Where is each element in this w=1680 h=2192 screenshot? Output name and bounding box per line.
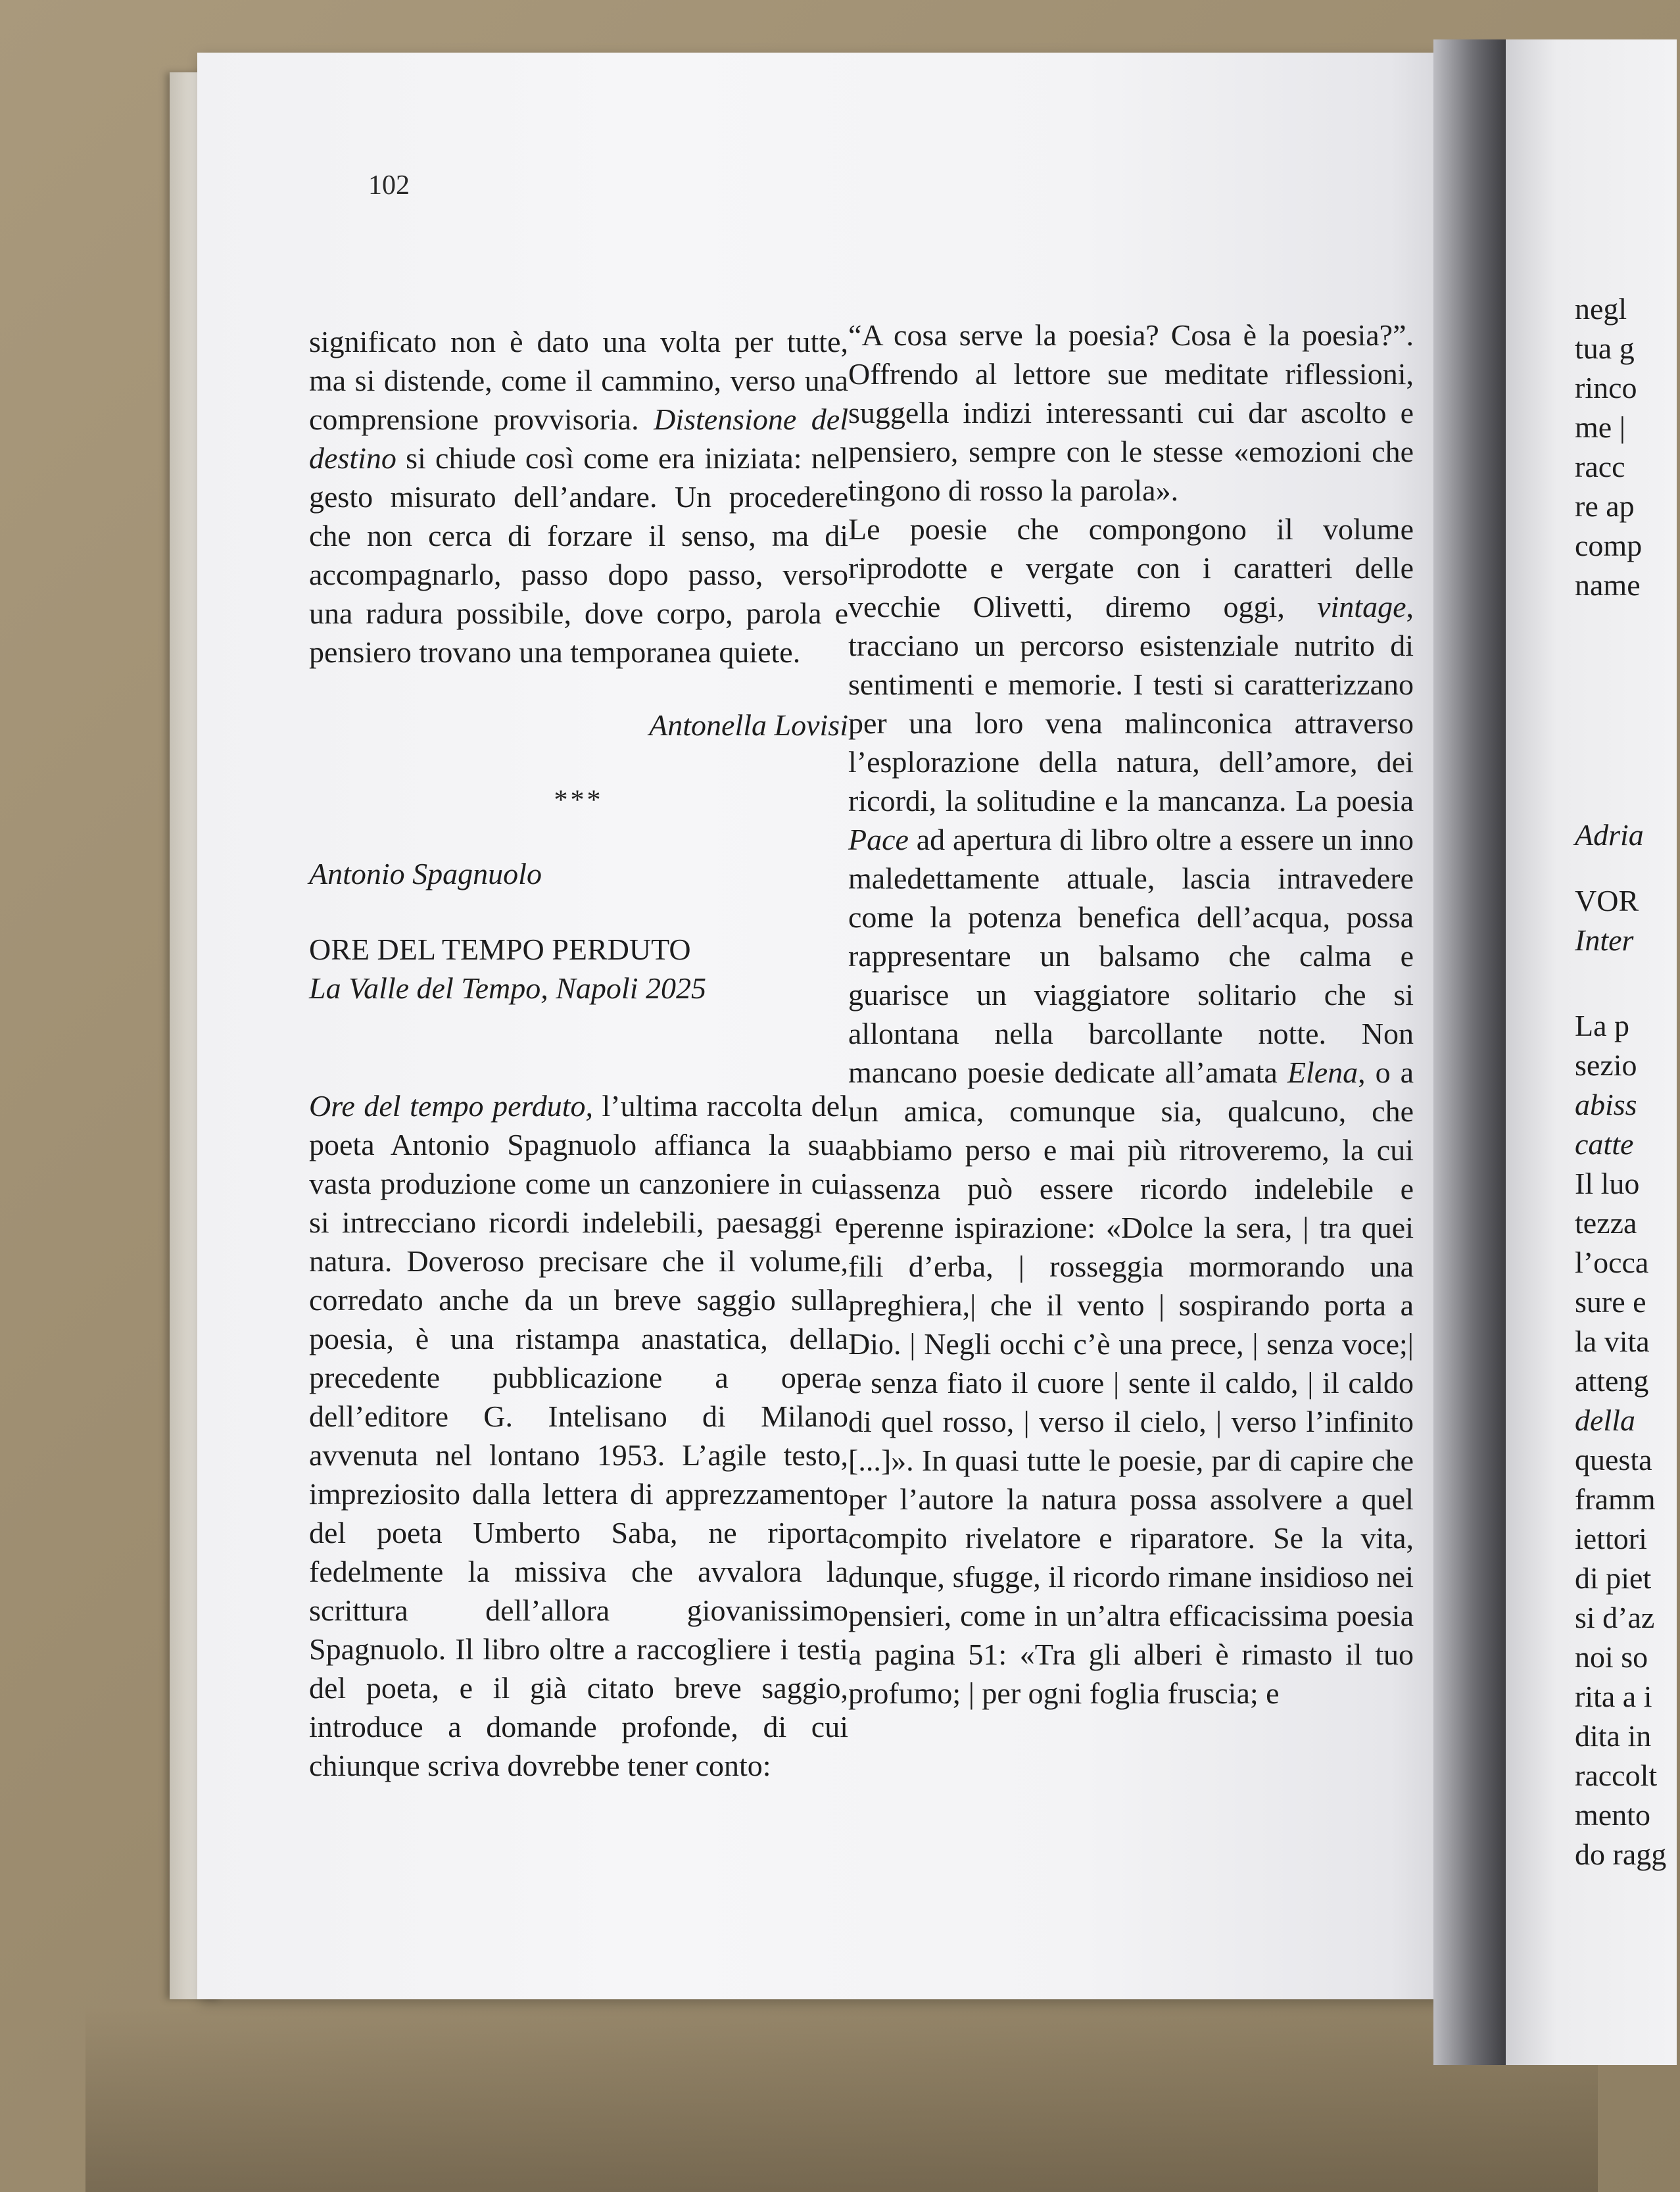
frag-line: me | bbox=[1575, 410, 1625, 444]
frag-line: VOR bbox=[1575, 884, 1639, 917]
p2-italic-pace: Pace bbox=[848, 823, 909, 856]
frag-line: framm bbox=[1575, 1482, 1656, 1516]
p2-end: , o a un amica, comunque sia, qualcuno, che abbiamo perso e mai più ritroveremo, la cui assenza può essere ricordo indelebile e perenne ispirazione: «Dolce la sera, | tra quei fili d’erba, | rosseggia mormorando una preghiera,| che il vento | sospirando porta a Dio. | Negli occhi c’è una prece, | senza voce;| e senza fiato il cuore | sente il caldo, | il caldo di quel rosso, | verso il cielo, | verso l’infinito [...]». In quasi tutte le poesie, par di capire che per l’autore la natura possa assolvere a quel compito rivelatore e riparatore. Se la vita, dunque, sfugge, il ricordo rimane insidioso nei pensieri, come in un’altra efficacissima poesia a pagina 51: «Tra gli alberi è rimasto il tuo profumo; | per ogni foglia fruscia; e bbox=[848, 1056, 1414, 1710]
p2-mid: , tracciano un percorso esistenziale nutrito di sentimenti e memorie. I testi si caratterizzano per una loro vena malinconica attraverso l’esplorazione della natura, dell’amore, dei ricordi, la solitudine e la mancanza. La poesia bbox=[848, 590, 1414, 817]
frag-gap bbox=[1575, 855, 1680, 881]
desk-surface bbox=[85, 2006, 1598, 2192]
frag-line: tua g bbox=[1575, 331, 1635, 365]
intro-text: significato non è dato una volta per tutte, ma si distende, come il cammino, verso una comprensione provvisoria. bbox=[309, 325, 848, 436]
section-separator: *** bbox=[554, 785, 604, 816]
review-body bbox=[309, 1086, 848, 1785]
frag-line: do ragg bbox=[1575, 1838, 1667, 1871]
frag-line: tezza bbox=[1575, 1206, 1637, 1240]
frag-line: di piet bbox=[1575, 1561, 1652, 1595]
frag-gap bbox=[1575, 605, 1680, 816]
frag-line: raccolt bbox=[1575, 1759, 1658, 1792]
frag-line: abiss bbox=[1575, 1088, 1637, 1121]
frag-line: sezio bbox=[1575, 1048, 1637, 1082]
frag-line: Adria bbox=[1575, 818, 1644, 852]
frag-line: noi so bbox=[1575, 1640, 1648, 1674]
review-signature: Antonella Lovisi bbox=[649, 708, 848, 742]
frag-line: iettori bbox=[1575, 1522, 1647, 1555]
frag-line: questa bbox=[1575, 1443, 1652, 1476]
frag-line: catte bbox=[1575, 1127, 1634, 1161]
frag-line: re ap bbox=[1575, 489, 1635, 523]
frag-line: racc bbox=[1575, 450, 1625, 483]
frag-line: si d’az bbox=[1575, 1601, 1655, 1634]
frag-line: Inter bbox=[1575, 923, 1634, 957]
p2-italic-elena: Elena bbox=[1287, 1056, 1358, 1089]
frag-line: comp bbox=[1575, 529, 1643, 562]
book-publisher: La Valle del Tempo, Napoli 2025 bbox=[309, 971, 706, 1005]
frag-line: della bbox=[1575, 1403, 1635, 1437]
right-column bbox=[848, 316, 1414, 1713]
facing-page-text bbox=[1575, 289, 1680, 1874]
book-gutter bbox=[1433, 39, 1506, 2065]
right-paragraph-1: “A cosa serve la poesia? Cosa è la poesia?”. Offrendo al lettore sue meditate riflessioni, suggella indizi interessanti cui dar ascolto e pensiero, sempre con le stesse «emozioni che tingono di rosso la parola». bbox=[848, 318, 1414, 507]
review-body-italic: Ore del tempo perduto, bbox=[309, 1089, 593, 1123]
frag-line: atteng bbox=[1575, 1364, 1649, 1398]
frag-line: sure e bbox=[1575, 1285, 1646, 1319]
frag-line: dita in bbox=[1575, 1719, 1652, 1753]
frag-line: rinco bbox=[1575, 371, 1637, 404]
frag-line: la vita bbox=[1575, 1325, 1650, 1358]
frag-line: negl bbox=[1575, 292, 1627, 326]
frag-gap bbox=[1575, 960, 1680, 1006]
frag-line: l’occa bbox=[1575, 1246, 1649, 1279]
left-column bbox=[309, 322, 848, 1785]
page-number: 102 bbox=[368, 170, 410, 201]
right-paragraph-2 bbox=[848, 510, 1414, 1713]
frag-line: mento bbox=[1575, 1798, 1650, 1832]
frag-line: Il luo bbox=[1575, 1167, 1640, 1200]
book-title: ORE DEL TEMPO PERDUTO bbox=[309, 933, 691, 966]
intro-text-rest: si chiude così come era iniziata: nel gesto misurato dell’andare. Un procedere che non cerca di forzare il senso, ma di accompagnarlo, passo dopo passo, verso una radura possibile, dove corpo, parola e pensiero trovano una temporanea quiete. bbox=[309, 441, 849, 669]
frag-line: name bbox=[1575, 568, 1641, 602]
review-body-text: l’ultima raccolta del poeta Antonio Spagnuolo affianca la sua vasta produzione come un canzoniere in cui si intrecciano ricordi indelebili, paesaggi e natura. Doveroso precisare che il volume, corredato anche da un breve saggio sulla poesia, è una ristampa anastatica, della precedente pubblicazione a opera dell’editore G. Intelisano di Milano avvenuta nel lontano 1953. L’agile testo, impreziosito dalla lettera di apprezzamento del poeta Umberto Saba, ne riporta fedelmente la missiva che avvalora la scrittura dell’allora giovanissimo Spagnuolo. Il libro oltre a raccogliere i testi del poeta, e il già citato breve saggio, introduce a domande profonde, di cui chiunque scriva dovrebbe tener conto: bbox=[309, 1089, 849, 1782]
frag-line: La p bbox=[1575, 1009, 1630, 1042]
p2-mid2: ad apertura di libro oltre a essere un inno maledettamente attuale, lascia intravedere come la potenza benefica dell’acqua, possa rappresentare un balsamo che calma e guarisce un viaggiatore solitario che si allontana nella barcollante notte. Non mancano poesie dedicate all’amata bbox=[848, 823, 1414, 1089]
intro-paragraph bbox=[309, 322, 848, 671]
intro-italic-title: Distensione del destino bbox=[309, 402, 848, 475]
review-author: Antonio Spagnuolo bbox=[309, 857, 542, 890]
p2-start: Le poesie che compongono il volume riprodotte e vergate con i caratteri delle vecchie Olivetti, diremo oggi, bbox=[848, 512, 1414, 623]
p2-italic-vintage: vintage bbox=[1317, 590, 1406, 623]
frag-line: rita a i bbox=[1575, 1680, 1652, 1713]
